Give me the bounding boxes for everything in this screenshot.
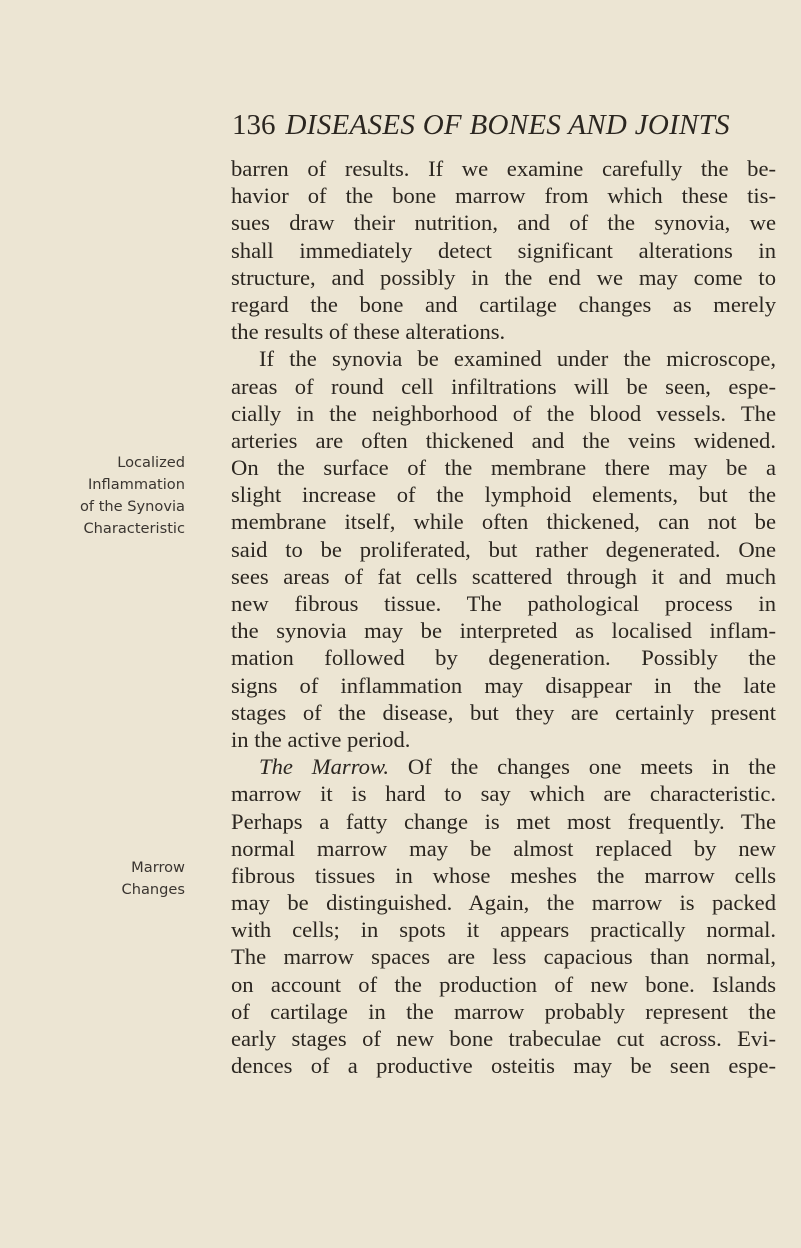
text-line: sees areas of fat cells scattered through it and much [231,563,776,589]
text-line: havior of the bone marrow from which these tis- [231,183,776,209]
text-line: slight increase of the lymphoid elements, but the [231,482,776,508]
text-line: early stages of new bone trabeculae cut across. Evi- [231,1026,776,1051]
text-line: marrow it is hard to say which are characteristic. [231,781,776,807]
text-line: barren of results. If we examine carefully the be- [231,156,776,181]
text-line: mation followed by degeneration. Possibly the [231,645,776,671]
text-line: On the surface of the membrane there may be a [231,455,776,481]
text-line-rest: Of the changes one meets in the [407,754,776,780]
text-line: areas of round cell infiltrations will be seen, espe- [231,373,776,399]
text-line: cially in the neighborhood of the blood vessels. The [231,400,776,426]
text-line: shall immediately detect significant alterations in [231,237,776,263]
text-line: with cells; in spots it appears practically normal. [231,917,776,943]
text-line: the results of these alterations. [231,319,506,345]
margin-note-line: Localized [117,454,185,471]
running-header [232,105,772,145]
margin-note-line: of the Synovia [79,498,185,515]
text-line: fibrous tissues in whose meshes the marrow cells [231,862,776,888]
text-line: structure, and possibly in the end we may come to [231,264,776,290]
text-line: said to be proliferated, but rather degenerated. One [231,536,776,562]
text-line: in the active period. [231,726,411,752]
margin-note-line: Changes [121,881,185,898]
text-line: normal marrow may be almost replaced by new [231,835,776,861]
section-lead-italic: The Marrow. [259,754,389,780]
margin-note-line: Inflammation [87,476,185,493]
text-line: dences of a productive osteitis may be seen espe- [231,1053,776,1079]
margin-note-localized-inflammation [80,452,185,540]
text-line: The marrow spaces are less capacious than normal, [231,944,776,970]
margin-note-marrow-changes [122,857,185,901]
running-title: DISEASES OF BONES AND JOINTS [285,109,730,141]
text-line: sues draw their nutrition, and of the synovia, we [231,210,776,236]
text-line: stages of the disease, but they are certainly present [231,699,776,725]
text-line: may be distinguished. Again, the marrow is packed [231,890,776,916]
text-line: arteries are often thickened and the veins widened. [231,427,776,453]
text-line: on account of the production of new bone. Islands [231,971,776,997]
text-line: Perhaps a fatty change is met most frequently. The [231,808,776,834]
text-line: of cartilage in the marrow probably represent the [231,998,776,1024]
margin-note-line: Characteristic [83,520,185,537]
text-line: signs of inflammation may disappear in the late [231,672,776,698]
text-line: regard the bone and cartilage changes as merely [231,291,776,317]
text-line: If the synovia be examined under the microscope, [259,346,776,372]
text-line-with-italic-lead [231,753,776,780]
text-line: the synovia may be interpreted as localised inflam- [231,618,776,644]
body-text [231,155,776,1079]
text-line: membrane itself, while often thickened, can not be [231,509,776,535]
margin-note-line: Marrow [131,859,185,876]
page-number: 136 [232,109,276,141]
text-line: new fibrous tissue. The pathological process in [231,591,776,616]
